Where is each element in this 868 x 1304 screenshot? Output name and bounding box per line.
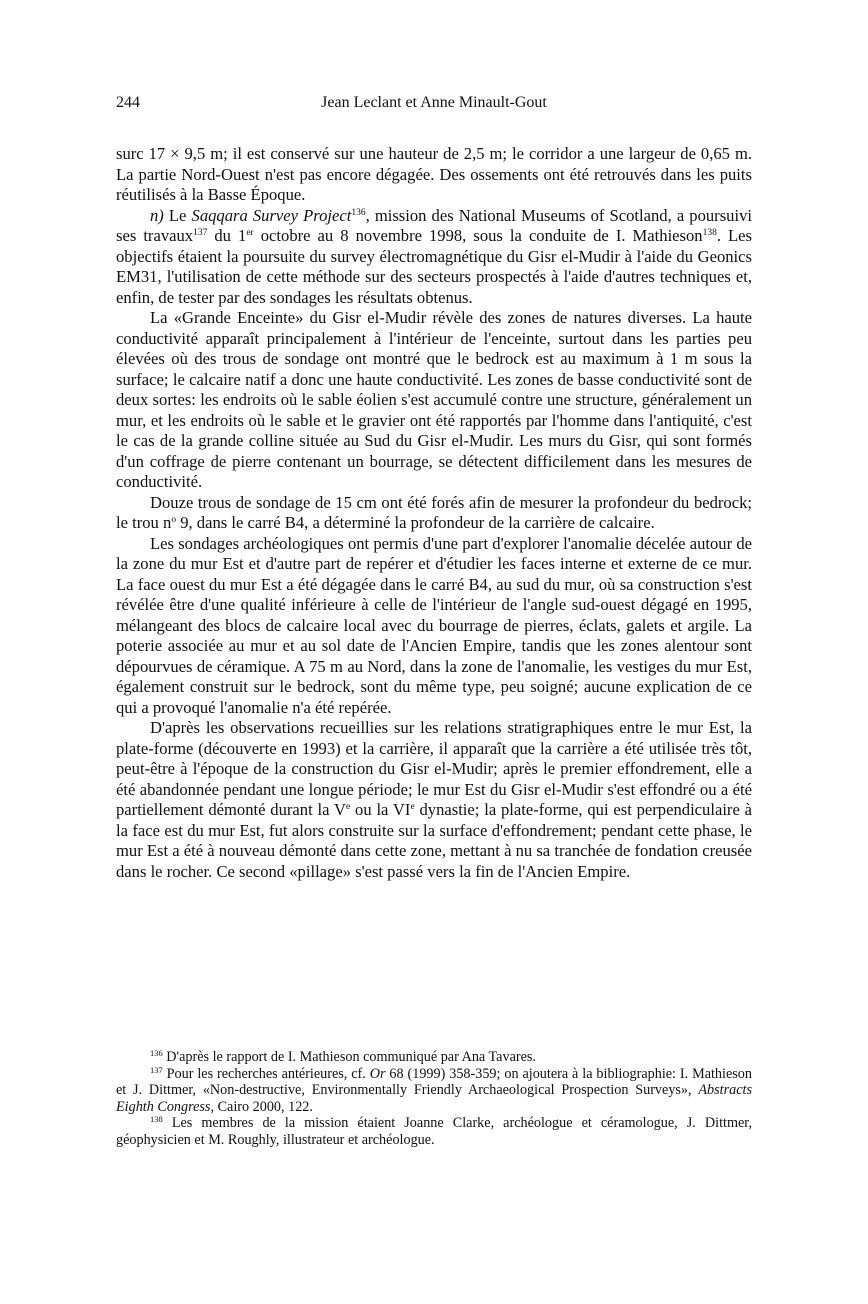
footnote-ref-137[interactable]: 137 [193, 228, 208, 238]
footnote-138: $^{138}$ Les membres de la mission étaient Joanne Clarke, archéologue et céramologue, J. Dittmer, géophysicien et M. Roughly, illustrateur et archéologue. [116, 1114, 752, 1148]
section-label: n) [150, 205, 164, 225]
paragraph-2: n) Le Saqqara Survey Project$^{136}$, mission des National Museums of Scotland, a poursuivi ses travaux$^{137}$ du 1er octobre au 8 novembre 1998, sous la conduite de I. Mathieson$^{138}$. Les objectifs étaient la poursuite du survey électromagnétique du Gisr el-Mudir à l'aide du Geonics EM31, l'utilisation de cette méthode sur des secteurs prospectés à l'aide d'autres techniques et, enfin, de tester par des sondages les résultats obtenus. [116, 205, 753, 307]
project-name: Saqqara Survey Project [191, 205, 352, 225]
footnote-ref-138[interactable]: 138 [702, 228, 717, 238]
footnote-ref-136[interactable]: 136 [351, 207, 366, 218]
page-header [116, 94, 752, 116]
footnote-number: 136 [150, 1048, 163, 1058]
footnote-136: $^{136}$ D'après le rapport de I. Mathieson communiqué par Ana Tavares. [150, 1048, 536, 1065]
running-title: Jean Leclant et Anne Minault-Gout [321, 94, 547, 111]
footnote-137: $^{137}$ Pour les recherches antérieures, cf. Or 68 (1999) 358-359; on ajoutera à la bibliographie: I. Mathieson et J. Dittmer, «Non-destructive, Environmentally Friendly Archaeological Prospection Surveys», Abstracts Eighth Congress, Cairo 2000, 122. [116, 1064, 752, 1115]
body-text [116, 144, 752, 882]
footnote-number: 138 [150, 1114, 163, 1125]
paragraph-6: D'après les observations recueillies sur les relations stratigraphiques entre le mur Est, la plate-forme (découverte en 1993) et la carrière, il apparaît que la carrière a été utilisée très tôt, peut-être à l'époque de la construction du Gisr el-Mudir; après le premier effondrement, elle a été abandonnée pendant une longue période; le mur Est du Gisr el-Mudir s'est effondré ou a été partiellement démonté durant la Ve ou la VIe dynastie; la plate-forme, qui est perpendiculaire à la face est du mur Est, fut alors construite sur la surface d'effondrement; pendant cette phase, le mur Est a été à nouveau démonté dans cette zone, mettant à nu sa tranchée de fondation creusée dans le rocher. Ce second «pillage» s'est passé vers la fin de l'Ancien Empire. [116, 718, 752, 881]
footnotes [116, 1049, 752, 1149]
paragraph-1: surc 17 × 9,5 m; il est conservé sur une hauteur de 2,5 m; le corridor a une largeur de 0,65 m. La partie Nord-Ouest n'est pas encore dégagée. Des ossements ont été retrouvés dans les puits réutilisés à la Basse Époque. [116, 144, 752, 204]
page-number: 244 [116, 94, 140, 111]
paragraph-5: Les sondages archéologiques ont permis d'une part d'explorer l'anomalie décelée autour de la zone du mur Est et d'autre part de repérer et d'étudier les faces interne et externe de ce mur. La face ouest du mur Est a été dégagée dans le carré B4, au sud du mur, où sa construction s'est révélée être d'une qualité inférieure à celle de l'intérieur de l'angle sud-ouest dégagé en 1995, mélangeant des blocs de calcaire local avec du bourrage de pierres, éclats, galets et argile. La poterie associée au mur et au sol date de l'Ancien Empire, tandis que les zones alentour sont dépourvues de céramique. A 75 m au Nord, dans la zone de l'anomalie, les vestiges du mur Est, également construit sur le bedrock, sont du même type, peu soigné; aucune explication de ce qui a provoqué l'anomalie n'a été repérée. [116, 533, 752, 717]
paragraph-3: La «Grande Enceinte» du Gisr el-Mudir révèle des zones de natures diverses. La haute conductivité apparaît principalement à l'intérieur de l'enceinte, surtout dans les parties peu élevées où des trous de sondage ont montré que le bedrock est au maximum à 1 m sous la surface; le calcaire natif a donc une haute conductivité. Les zones de basse conductivité sont de deux sortes: les endroits où le sable éolien s'est accumulé contre une structure, généralement un mur, et les endroits où le sable et le gravier ont été rapportés par l'homme dans l'antiquité, c'est le cas de la grande colline située au Sud du Gisr el-Mudir. Les murs du Gisr, qui sont formés d'un coffrage de pierre contenant un bourrage, se détectent difficilement dans les mesures de conductivité. [116, 308, 752, 491]
paragraph-4: Douze trous de sondage de 15 cm ont été forés afin de mesurer la profondeur du bedrock; le trou $n^o$ 9, dans le carré B4, a déterminé la profondeur de la carrière de calcaire. [116, 492, 752, 532]
footnote-number: 137 [150, 1064, 163, 1075]
